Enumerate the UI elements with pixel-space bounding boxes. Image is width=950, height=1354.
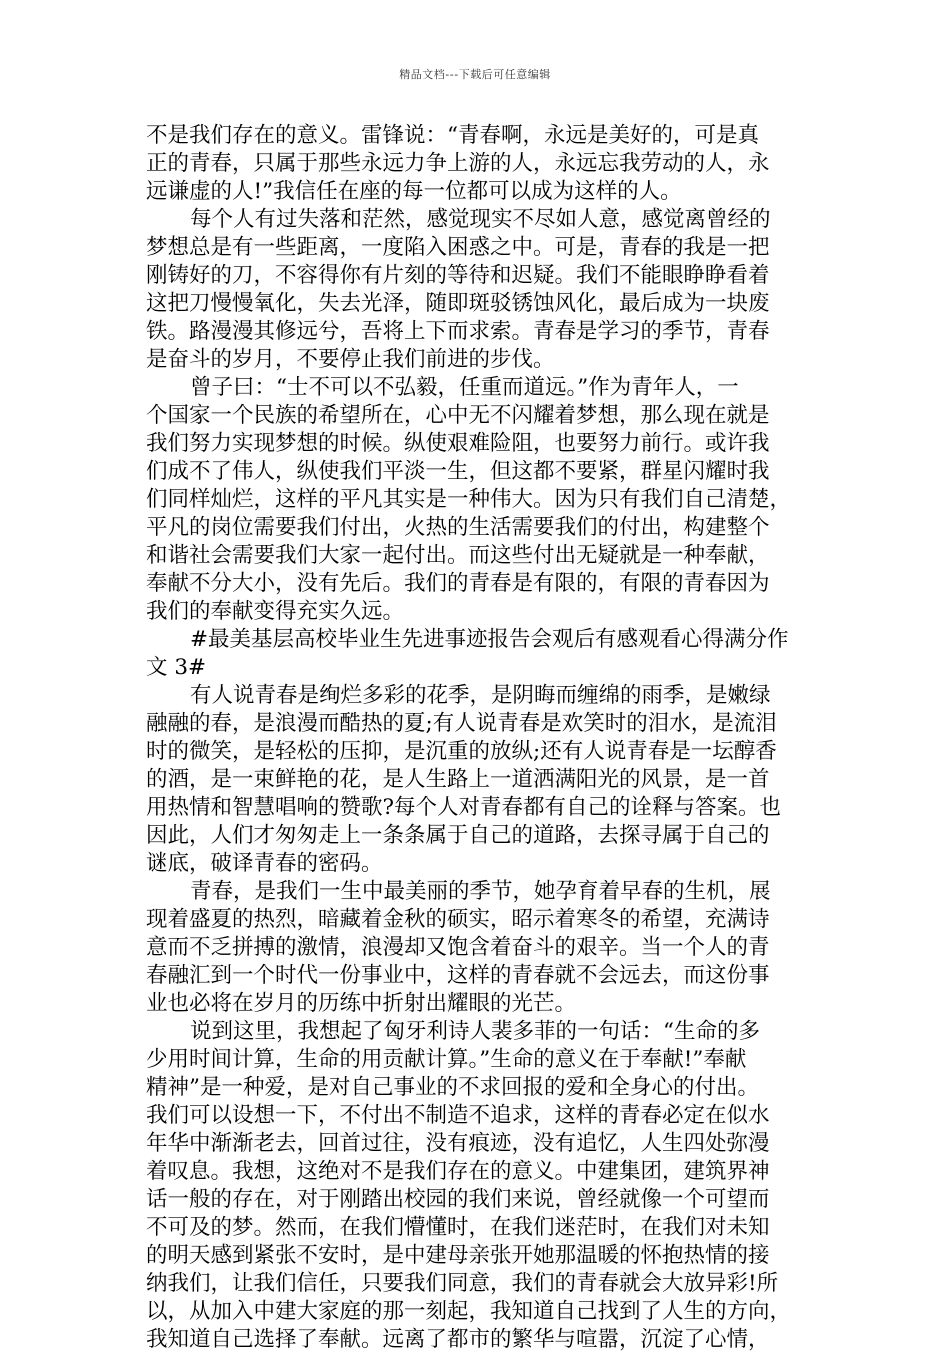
text-line: 现着盛夏的热烈，暗藏着金秋的硕实，昭示着寒冬的希望，充满诗: [146, 907, 770, 932]
text-line: 文 3#: [146, 655, 207, 680]
text-line: 谜底，破译青春的密码。: [146, 851, 383, 876]
text-line: 我们努力实现梦想的时候。纵使艰难险阻，也要努力前行。或许我: [146, 431, 770, 456]
text-line: 因此，人们才匆匆走上一条条属于自己的道路，去探寻属于自己的: [146, 823, 770, 848]
text-line: 融融的春，是浪漫而酷热的夏;有人说青春是欢笑时的泪水，是流泪: [146, 711, 777, 736]
text-line: 和谐社会需要我们大家一起付出。而这些付出无疑就是一种奉献，: [146, 543, 770, 568]
text-line: 远谦虚的人!”我信任在座的每一位都可以成为这样的人。: [146, 179, 682, 204]
text-line: 青春，是我们一生中最美丽的季节，她孕育着早春的生机，展: [190, 879, 771, 904]
text-line: 话一般的存在，对于刚踏出校园的我们来说，曾经就像一个可望而: [146, 1187, 770, 1212]
text-line: 们同样灿烂，这样的平凡其实是一种伟大。因为只有我们自己清楚，: [146, 487, 792, 512]
text-line: 的明天感到紧张不安时，是中建母亲张开她那温暖的怀抱热情的接: [146, 1243, 770, 1268]
text-line: 我们的奉献变得充实久远。: [146, 599, 405, 624]
text-line: 纳我们，让我们信任，只要我们同意，我们的青春就会大放异彩!所: [146, 1271, 779, 1296]
text-line: 春融汇到一个时代一份事业中，这样的青春就不会远去，而这份事: [146, 963, 770, 988]
text-line: 用热情和智慧唱响的赞歌?每个人对青春都有自己的诠释与答案。也: [146, 795, 782, 820]
text-line: 奉献不分大小，没有先后。我们的青春是有限的，有限的青春因为: [146, 571, 770, 596]
text-line: 是奋斗的岁月，不要停止我们前进的步伐。: [146, 347, 555, 372]
text-line: 有人说青春是绚烂多彩的花季，是阴晦而缠绵的雨季，是嫩绿: [190, 683, 771, 708]
text-line: 我知道自己选择了奉献。远离了都市的繁华与喧嚣，沉淀了心情，: [146, 1327, 770, 1352]
text-line: 个国家一个民族的希望所在，心中无不闪耀着梦想，那么现在就是: [146, 403, 770, 428]
text-line: 的酒，是一束鲜艳的花，是人生路上一道洒满阳光的风景，是一首: [146, 767, 770, 792]
text-line: 这把刀慢慢氧化，失去光泽，随即斑驳锈蚀风化，最后成为一块废: [146, 291, 770, 316]
text-line: 着叹息。我想，这绝对不是我们存在的意义。中建集团，建筑界神: [146, 1159, 770, 1184]
text-line: 每个人有过失落和茫然，感觉现实不尽如人意，感觉离曾经的: [190, 207, 771, 232]
page-header: 精品文档---下载后可任意编辑: [399, 68, 551, 81]
document-body: [146, 122, 820, 1354]
text-line: 梦想总是有一些距离，一度陷入困惑之中。可是，青春的我是一把: [146, 235, 770, 260]
text-line: 以，从加入中建大家庭的那一刻起，我知道自己找到了人生的方向，: [146, 1299, 792, 1324]
text-line: 精神”是一种爱，是对自己事业的不求回报的爱和全身心的付出。: [146, 1075, 759, 1100]
text-line: 曾子曰：“士不可以不弘毅，任重而道远。”作为青年人，一: [190, 375, 739, 400]
text-line: 刚铸好的刀，不容得你有片刻的等待和迟疑。我们不能眼睁睁看着: [146, 263, 770, 288]
text-line: 意而不乏拼搏的激情，浪漫却又饱含着奋斗的艰辛。当一个人的青: [146, 935, 770, 960]
text-line: 铁。路漫漫其修远兮，吾将上下而求索。青春是学习的季节，青春: [146, 319, 770, 344]
text-line: 年华中渐渐老去，回首过往，没有痕迹，没有追忆，人生四处弥漫: [146, 1131, 770, 1156]
text-line: 业也必将在岁月的历练中折射出耀眼的光芒。: [146, 991, 577, 1016]
text-line: 说到这里，我想起了匈牙利诗人裴多菲的一句话：“生命的多: [190, 1019, 760, 1044]
text-line: 正的青春，只属于那些永远力争上游的人，永远忘我劳动的人，永: [146, 151, 770, 176]
text-line: 平凡的岗位需要我们付出，火热的生活需要我们的付出，构建整个: [146, 515, 770, 540]
text-line: 少用时间计算，生命的用贡献计算。”生命的意义在于奉献!”奉献: [146, 1047, 747, 1072]
text-line: 我们可以设想一下，不付出不制造不追求，这样的青春必定在似水: [146, 1103, 770, 1128]
text-line: #最美基层高校毕业生先进事迹报告会观后有感观看心得满分作: [190, 627, 789, 652]
text-line: 们成不了伟人，纵使我们平淡一生，但这都不要紧，群星闪耀时我: [146, 459, 770, 484]
text-line: 不可及的梦。然而，在我们懵懂时，在我们迷茫时，在我们对未知: [146, 1215, 770, 1240]
text-line: 时的微笑，是轻松的压抑，是沉重的放纵;还有人说青春是一坛醇香: [146, 739, 777, 764]
text-line: 不是我们存在的意义。雷锋说：“青春啊，永远是美好的，可是真: [146, 123, 759, 148]
